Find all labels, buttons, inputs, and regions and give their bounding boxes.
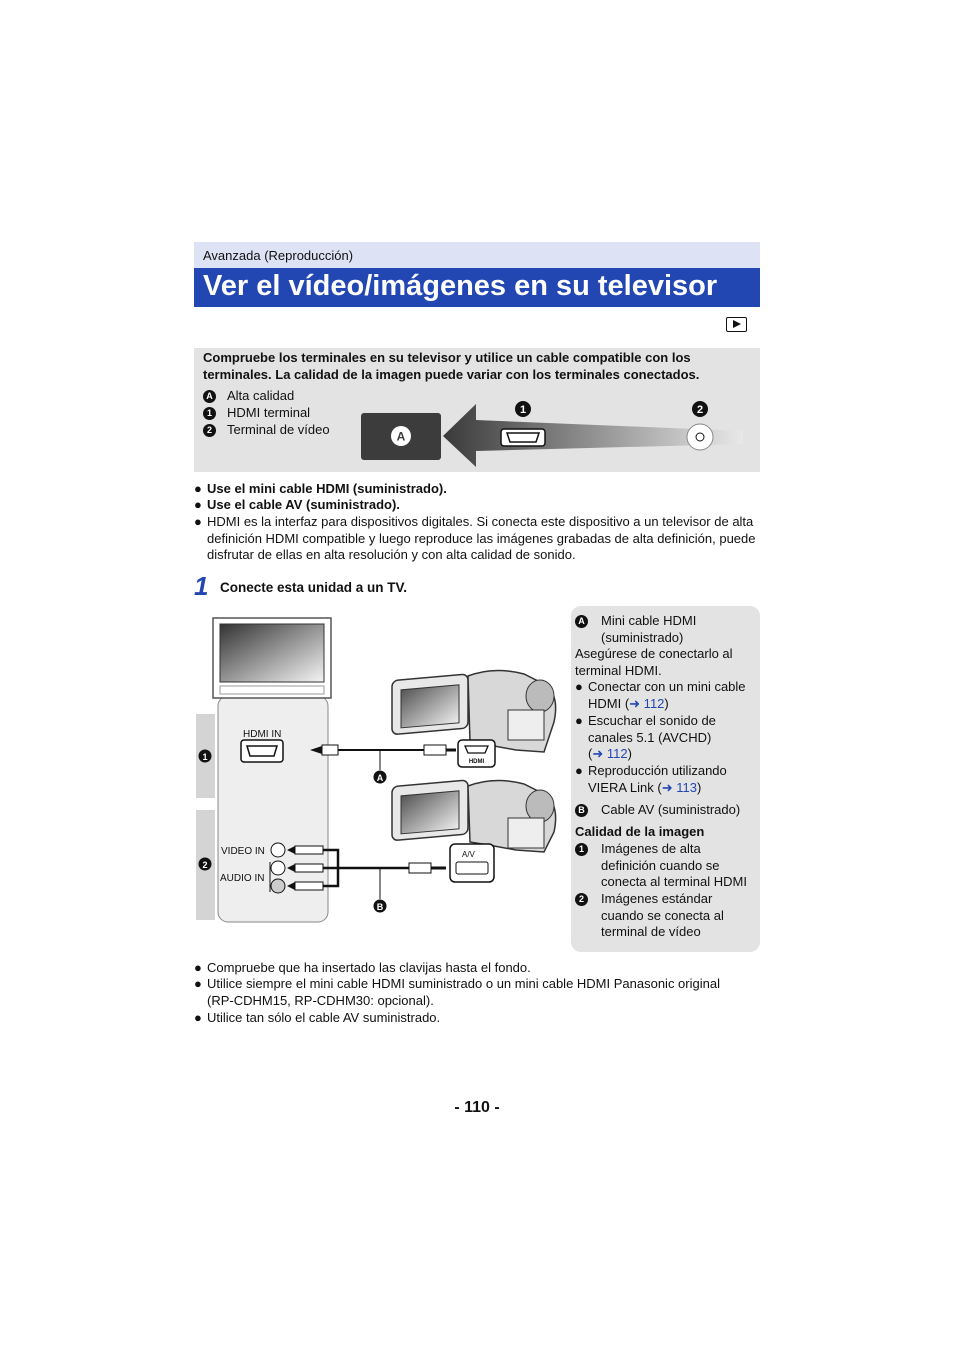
tv-screen: [220, 624, 324, 682]
mark-b-label: B: [376, 902, 384, 912]
quality-heading: Calidad de la imagen: [575, 824, 705, 839]
bullet-text: HDMI es la interfaz para dispositivos digitales. Si conecta este dispositivo a un televisor de alta definición HDMI compatible y luego reproduce las imágenes grabadas de alta definición, puede disfrutar de ellas en alta resolución y con alta calidad de sonido.: [207, 514, 756, 563]
audio-in-label: AUDIO IN: [220, 873, 265, 884]
sidebar-b-title: Cable AV (suministrado): [601, 802, 741, 817]
camcorder-av-icon: [392, 780, 556, 852]
av-port-shape: [456, 862, 488, 874]
legend-item-2: [203, 422, 330, 437]
info-heading: Compruebe los terminales en su televisor y utilice un cable compatible con los terminales. La calidad de la imagen puede variar con los terminales conectados.: [203, 350, 700, 382]
mark-a-label: A: [376, 773, 384, 783]
mark-2-icon: 2: [575, 893, 588, 906]
legend-text: Alta calidad: [227, 388, 295, 403]
audio-r-jack-icon: [271, 879, 285, 893]
title-bar: [194, 268, 760, 307]
bullet-dot: ●: [194, 514, 202, 529]
breadcrumb: [194, 242, 760, 268]
sidebar-a-note: Asegúrese de conectarlo al terminal HDMI.: [575, 646, 733, 678]
bullet-dot: ●: [194, 481, 202, 496]
av-plug: [409, 863, 431, 873]
av-port-label: A/V: [462, 850, 475, 859]
quality-mark-2: [575, 891, 588, 908]
mark-1-label: 1: [202, 752, 208, 762]
item-text: Reproducción utilizando VIERA Link (: [588, 763, 727, 795]
footer-bullet-text: Utilice siempre el mini cable HDMI suministrado o un mini cable HDMI Panasonic original (RP-CDHM15, RP-CDHM30: opcional).: [207, 976, 720, 1008]
bullet-dot: ●: [575, 713, 583, 728]
play-mode-icon: [726, 317, 747, 332]
quality-item-text: Imágenes de alta definición cuando se conecta al terminal HDMI: [601, 841, 747, 890]
sidebar-mark-a: [575, 613, 588, 630]
page-number: - 110 -: [454, 1099, 500, 1116]
bullet-dot: ●: [575, 679, 583, 694]
mark-a-icon: A: [203, 390, 216, 403]
quality-mark-1: [575, 841, 588, 858]
item-tail: ): [664, 695, 669, 711]
hdmi-port-icon: [501, 429, 545, 446]
item-tail: ): [627, 746, 632, 762]
mark-1-icon: 1: [203, 407, 216, 420]
legend-text: HDMI terminal: [227, 405, 311, 420]
av-plugs: [287, 846, 323, 890]
audio-l-jack-icon: [271, 861, 285, 875]
mark-2-label: 2: [696, 404, 704, 416]
hdmi-in-port-icon: [241, 740, 283, 762]
sidebar-a-item-text: [588, 679, 753, 712]
sidebar-a-item-text: [588, 713, 728, 763]
page-ref-link[interactable]: ➜ 112: [629, 695, 665, 711]
sidebar-a-title: Mini cable HDMI (suministrado): [601, 613, 697, 645]
bullet-dot: ●: [194, 1010, 202, 1025]
item-tail: ): [696, 779, 702, 795]
legend-text: Terminal de vídeo: [227, 422, 330, 437]
bullet-dot: ●: [194, 960, 202, 975]
legend-item-a: [203, 388, 294, 403]
page-ref-link[interactable]: ➜ 112: [592, 746, 628, 762]
bullet-dot: ●: [575, 763, 583, 778]
badge-mark-a: A: [396, 429, 406, 444]
video-in-label: VIDEO IN: [221, 846, 265, 857]
cable-info-sidebar: [571, 606, 760, 952]
hdmi-plug: [322, 745, 338, 755]
sidebar-mark-b: [575, 802, 588, 819]
bullet-dot: ●: [194, 976, 202, 991]
quality-item-text: Imágenes estándar cuando se conecta al terminal de vídeo: [601, 891, 724, 940]
step-text: Conecte esta unidad a un TV.: [220, 580, 408, 595]
mark-2-label: 2: [202, 860, 208, 870]
footer-bullet-text: Compruebe que ha insertado las clavijas hasta el fondo.: [207, 960, 531, 975]
item-text: Escuchar el sonido de canales 5.1 (AVCHD) (: [588, 713, 716, 762]
hdmi-port-label: HDMI: [468, 759, 485, 765]
connection-diagram: [194, 612, 566, 924]
footer-bullet-text: Utilice tan sólo el cable AV suministrado.: [207, 1010, 441, 1025]
breadcrumb-text: Avanzada (Reproducción): [203, 248, 354, 263]
mark-1-icon: 1: [575, 843, 588, 856]
bullet-dot: ●: [194, 497, 202, 512]
mark-2-icon: 2: [203, 424, 216, 437]
mark-a-icon: A: [575, 615, 588, 628]
av-cable: [323, 850, 409, 886]
mark-b-icon: B: [575, 804, 588, 817]
step-number: 1: [194, 571, 209, 601]
page-title: Ver el vídeo/imágenes en su televisor: [203, 270, 718, 302]
video-port-icon: [687, 424, 713, 450]
mini-hdmi-plug: [424, 745, 446, 755]
sidebar-a-item-text: [588, 763, 738, 796]
bullet-text: Use el cable AV (suministrado).: [207, 497, 400, 512]
tv-bezel: [220, 686, 324, 694]
quality-arrow-graphic: [361, 395, 746, 467]
page-ref-link[interactable]: ➜ 113: [661, 779, 697, 795]
item-text: Conectar con un mini cable HDMI (: [588, 679, 746, 711]
hdmi-in-label: HDMI IN: [243, 729, 282, 740]
bullet-text: Use el mini cable HDMI (suministrado).: [207, 481, 447, 496]
video-in-jack-icon: [271, 843, 285, 857]
mark-1-label: 1: [519, 404, 527, 416]
legend-item-1: [203, 405, 310, 420]
